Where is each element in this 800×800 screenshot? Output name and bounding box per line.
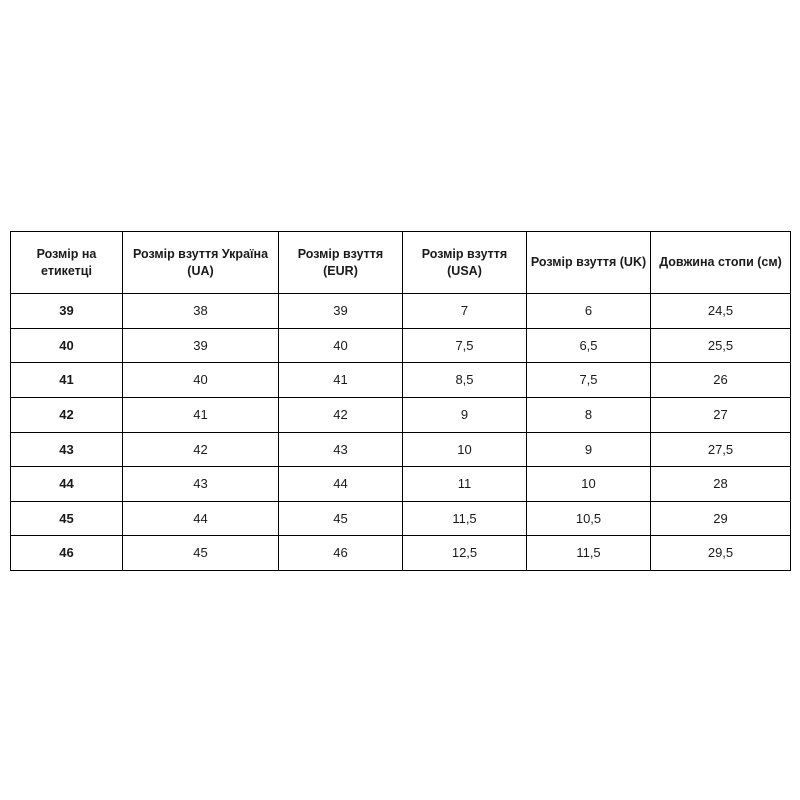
table-row	[11, 397, 791, 432]
shoe-size-table	[10, 231, 791, 571]
cell-uk-size: 11,5	[527, 536, 651, 571]
cell-ua-size: 38	[123, 294, 279, 329]
cell-label-size: 43	[11, 432, 123, 467]
cell-eur-size: 40	[279, 328, 403, 363]
cell-uk-size: 10,5	[527, 501, 651, 536]
cell-uk-size: 6	[527, 294, 651, 329]
table-row	[11, 501, 791, 536]
cell-ua-size: 39	[123, 328, 279, 363]
cell-ua-size: 44	[123, 501, 279, 536]
size-chart-container	[10, 229, 790, 571]
cell-uk-size: 9	[527, 432, 651, 467]
cell-foot-length: 29,5	[651, 536, 791, 571]
cell-label-size: 46	[11, 536, 123, 571]
cell-eur-size: 46	[279, 536, 403, 571]
table-header	[11, 232, 791, 294]
cell-usa-size: 8,5	[403, 363, 527, 398]
cell-foot-length: 25,5	[651, 328, 791, 363]
column-header-uk-size: Розмір взуття (UK)	[527, 232, 651, 294]
cell-eur-size: 43	[279, 432, 403, 467]
cell-foot-length: 27,5	[651, 432, 791, 467]
column-header-ua-size: Розмір взуття Україна (UA)	[123, 232, 279, 294]
cell-uk-size: 7,5	[527, 363, 651, 398]
cell-usa-size: 9	[403, 397, 527, 432]
cell-label-size: 45	[11, 501, 123, 536]
table-row	[11, 467, 791, 502]
table-row	[11, 536, 791, 571]
cell-eur-size: 39	[279, 294, 403, 329]
cell-ua-size: 45	[123, 536, 279, 571]
cell-foot-length: 29	[651, 501, 791, 536]
column-header-foot-length: Довжина стопи (см)	[651, 232, 791, 294]
cell-eur-size: 45	[279, 501, 403, 536]
cell-usa-size: 11,5	[403, 501, 527, 536]
cell-foot-length: 27	[651, 397, 791, 432]
cell-eur-size: 42	[279, 397, 403, 432]
table-row	[11, 294, 791, 329]
cell-uk-size: 10	[527, 467, 651, 502]
cell-ua-size: 40	[123, 363, 279, 398]
table-row	[11, 328, 791, 363]
cell-ua-size: 42	[123, 432, 279, 467]
cell-eur-size: 41	[279, 363, 403, 398]
cell-uk-size: 8	[527, 397, 651, 432]
cell-ua-size: 43	[123, 467, 279, 502]
cell-label-size: 39	[11, 294, 123, 329]
cell-usa-size: 7,5	[403, 328, 527, 363]
table-header-row	[11, 232, 791, 294]
cell-ua-size: 41	[123, 397, 279, 432]
table-row	[11, 432, 791, 467]
cell-uk-size: 6,5	[527, 328, 651, 363]
table-row	[11, 363, 791, 398]
cell-foot-length: 24,5	[651, 294, 791, 329]
cell-label-size: 40	[11, 328, 123, 363]
table-body	[11, 294, 791, 571]
cell-label-size: 42	[11, 397, 123, 432]
cell-label-size: 41	[11, 363, 123, 398]
cell-eur-size: 44	[279, 467, 403, 502]
cell-foot-length: 28	[651, 467, 791, 502]
cell-usa-size: 7	[403, 294, 527, 329]
column-header-eur-size: Розмір взуття (EUR)	[279, 232, 403, 294]
cell-foot-length: 26	[651, 363, 791, 398]
cell-usa-size: 11	[403, 467, 527, 502]
cell-label-size: 44	[11, 467, 123, 502]
column-header-label-size: Розмір на етикетці	[11, 232, 123, 294]
cell-usa-size: 10	[403, 432, 527, 467]
cell-usa-size: 12,5	[403, 536, 527, 571]
column-header-usa-size: Розмір взуття (USA)	[403, 232, 527, 294]
